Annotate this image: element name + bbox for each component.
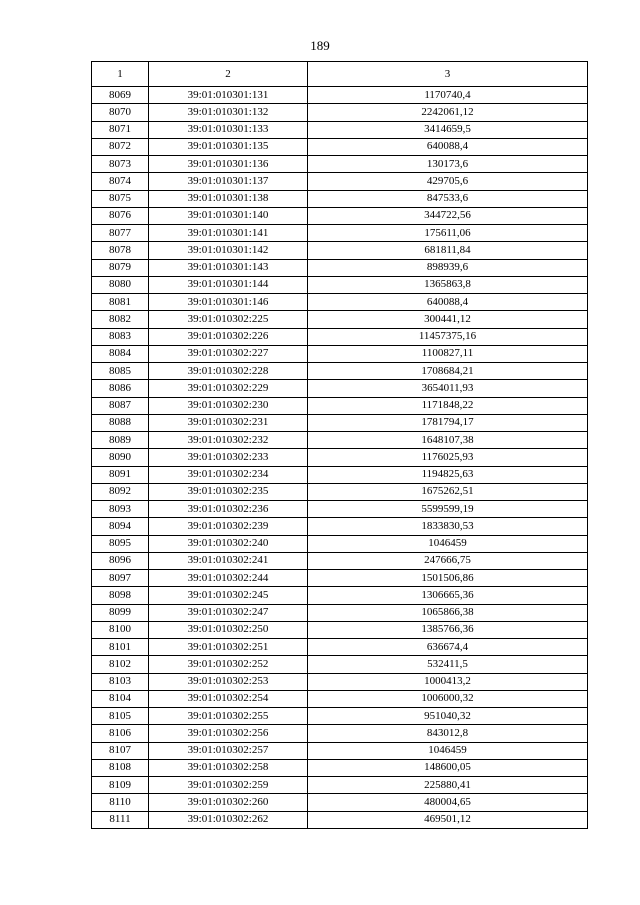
cadastral-number-cell: 39:01:010301:132 [149, 104, 308, 121]
row-number-cell: 8089 [92, 432, 149, 449]
row-number-cell: 8072 [92, 138, 149, 155]
cadastral-number-cell: 39:01:010302:225 [149, 311, 308, 328]
row-number-cell: 8097 [92, 570, 149, 587]
row-number-cell: 8088 [92, 414, 149, 431]
row-number-cell: 8096 [92, 552, 149, 569]
row-number-cell: 8086 [92, 380, 149, 397]
row-number-cell: 8092 [92, 483, 149, 500]
table-row [92, 276, 588, 293]
table-row [92, 501, 588, 518]
value-cell: 1833830,53 [308, 518, 588, 535]
table-row [92, 173, 588, 190]
table-header [92, 62, 588, 87]
value-cell: 225880,41 [308, 777, 588, 794]
cadastral-number-cell: 39:01:010301:133 [149, 121, 308, 138]
value-cell: 1194825,63 [308, 466, 588, 483]
row-number-cell: 8073 [92, 156, 149, 173]
cadastral-number-cell: 39:01:010302:234 [149, 466, 308, 483]
table-row [92, 759, 588, 776]
value-cell: 636674,4 [308, 639, 588, 656]
value-cell: 951040,32 [308, 708, 588, 725]
value-cell: 1006000,32 [308, 690, 588, 707]
table-row [92, 104, 588, 121]
cadastral-number-cell: 39:01:010302:229 [149, 380, 308, 397]
value-cell: 1365863,8 [308, 276, 588, 293]
row-number-cell: 8077 [92, 225, 149, 242]
cadastral-number-cell: 39:01:010302:250 [149, 621, 308, 638]
row-number-cell: 8078 [92, 242, 149, 259]
row-number-cell: 8071 [92, 121, 149, 138]
value-cell: 1171848,22 [308, 397, 588, 414]
table-row [92, 656, 588, 673]
value-cell: 640088,4 [308, 138, 588, 155]
table-row [92, 225, 588, 242]
table-row [92, 190, 588, 207]
row-number-cell: 8103 [92, 673, 149, 690]
table-row [92, 242, 588, 259]
cadastral-number-cell: 39:01:010302:259 [149, 777, 308, 794]
cadastral-number-cell: 39:01:010302:239 [149, 518, 308, 535]
cadastral-number-cell: 39:01:010302:251 [149, 639, 308, 656]
cadastral-number-cell: 39:01:010302:226 [149, 328, 308, 345]
row-number-cell: 8105 [92, 708, 149, 725]
value-cell: 1781794,17 [308, 414, 588, 431]
row-number-cell: 8109 [92, 777, 149, 794]
table-row [92, 552, 588, 569]
table-row [92, 156, 588, 173]
page-number: 189 [310, 38, 330, 53]
header-cell-3: 3 [308, 62, 588, 87]
value-cell: 847533,6 [308, 190, 588, 207]
table-row [92, 673, 588, 690]
row-number-cell: 8110 [92, 794, 149, 811]
table-row [92, 311, 588, 328]
row-number-cell: 8093 [92, 501, 149, 518]
row-number-cell: 8100 [92, 621, 149, 638]
table-row [92, 380, 588, 397]
cadastral-number-cell: 39:01:010302:236 [149, 501, 308, 518]
value-cell: 148600,05 [308, 759, 588, 776]
data-table [91, 61, 588, 829]
table-row [92, 294, 588, 311]
row-number-cell: 8102 [92, 656, 149, 673]
table-row [92, 777, 588, 794]
cadastral-number-cell: 39:01:010301:143 [149, 259, 308, 276]
table-row [92, 811, 588, 828]
table-row [92, 449, 588, 466]
table-row [92, 121, 588, 138]
cadastral-number-cell: 39:01:010302:254 [149, 690, 308, 707]
cadastral-number-cell: 39:01:010301:142 [149, 242, 308, 259]
cadastral-number-cell: 39:01:010301:135 [149, 138, 308, 155]
value-cell: 3414659,5 [308, 121, 588, 138]
table-row [92, 345, 588, 362]
table-row [92, 414, 588, 431]
header-row [92, 62, 588, 87]
value-cell: 1000413,2 [308, 673, 588, 690]
row-number-cell: 8075 [92, 190, 149, 207]
table-row [92, 328, 588, 345]
row-number-cell: 8095 [92, 535, 149, 552]
cadastral-number-cell: 39:01:010302:245 [149, 587, 308, 604]
table-row [92, 639, 588, 656]
value-cell: 300441,12 [308, 311, 588, 328]
table-row [92, 397, 588, 414]
value-cell: 1385766,36 [308, 621, 588, 638]
header-cell-1: 1 [92, 62, 149, 87]
table-row [92, 483, 588, 500]
value-cell: 1100827,11 [308, 345, 588, 362]
cadastral-number-cell: 39:01:010302:240 [149, 535, 308, 552]
value-cell: 1170740,4 [308, 87, 588, 104]
value-cell: 1501506,86 [308, 570, 588, 587]
row-number-cell: 8083 [92, 328, 149, 345]
row-number-cell: 8074 [92, 173, 149, 190]
cadastral-number-cell: 39:01:010302:233 [149, 449, 308, 466]
value-cell: 1046459 [308, 535, 588, 552]
table-body [92, 87, 588, 829]
cadastral-number-cell: 39:01:010302:257 [149, 742, 308, 759]
row-number-cell: 8094 [92, 518, 149, 535]
cadastral-number-cell: 39:01:010302:252 [149, 656, 308, 673]
value-cell: 247666,75 [308, 552, 588, 569]
cadastral-number-cell: 39:01:010302:258 [149, 759, 308, 776]
row-number-cell: 8101 [92, 639, 149, 656]
cadastral-number-cell: 39:01:010302:260 [149, 794, 308, 811]
cadastral-number-cell: 39:01:010301:144 [149, 276, 308, 293]
value-cell: 344722,56 [308, 207, 588, 224]
row-number-cell: 8091 [92, 466, 149, 483]
table-row [92, 621, 588, 638]
row-number-cell: 8080 [92, 276, 149, 293]
value-cell: 1046459 [308, 742, 588, 759]
value-cell: 11457375,16 [308, 328, 588, 345]
cadastral-number-cell: 39:01:010301:137 [149, 173, 308, 190]
row-number-cell: 8082 [92, 311, 149, 328]
value-cell: 1675262,51 [308, 483, 588, 500]
cadastral-number-cell: 39:01:010302:256 [149, 725, 308, 742]
row-number-cell: 8099 [92, 604, 149, 621]
row-number-cell: 8084 [92, 345, 149, 362]
table-row [92, 259, 588, 276]
value-cell: 480004,65 [308, 794, 588, 811]
cadastral-number-cell: 39:01:010302:230 [149, 397, 308, 414]
cadastral-number-cell: 39:01:010302:228 [149, 363, 308, 380]
value-cell: 898939,6 [308, 259, 588, 276]
row-number-cell: 8098 [92, 587, 149, 604]
row-number-cell: 8087 [92, 397, 149, 414]
table-row [92, 794, 588, 811]
value-cell: 130173,6 [308, 156, 588, 173]
header-cell-2: 2 [149, 62, 308, 87]
cadastral-number-cell: 39:01:010301:131 [149, 87, 308, 104]
row-number-cell: 8090 [92, 449, 149, 466]
row-number-cell: 8107 [92, 742, 149, 759]
row-number-cell: 8111 [92, 811, 149, 828]
cadastral-number-cell: 39:01:010302:255 [149, 708, 308, 725]
value-cell: 5599599,19 [308, 501, 588, 518]
table-row [92, 432, 588, 449]
table-row [92, 604, 588, 621]
table-row [92, 742, 588, 759]
value-cell: 1648107,38 [308, 432, 588, 449]
cadastral-number-cell: 39:01:010302:253 [149, 673, 308, 690]
table-row [92, 138, 588, 155]
row-number-cell: 8108 [92, 759, 149, 776]
value-cell: 681811,84 [308, 242, 588, 259]
value-cell: 1065866,38 [308, 604, 588, 621]
value-cell: 175611,06 [308, 225, 588, 242]
table-row [92, 708, 588, 725]
row-number-cell: 8079 [92, 259, 149, 276]
value-cell: 1708684,21 [308, 363, 588, 380]
value-cell: 469501,12 [308, 811, 588, 828]
table-row [92, 725, 588, 742]
table-row [92, 363, 588, 380]
table-row [92, 570, 588, 587]
row-number-cell: 8069 [92, 87, 149, 104]
cadastral-number-cell: 39:01:010302:262 [149, 811, 308, 828]
row-number-cell: 8104 [92, 690, 149, 707]
table-row [92, 87, 588, 104]
value-cell: 1306665,36 [308, 587, 588, 604]
cadastral-number-cell: 39:01:010302:244 [149, 570, 308, 587]
cadastral-number-cell: 39:01:010301:141 [149, 225, 308, 242]
row-number-cell: 8070 [92, 104, 149, 121]
value-cell: 1176025,93 [308, 449, 588, 466]
table-row [92, 518, 588, 535]
cadastral-number-cell: 39:01:010302:247 [149, 604, 308, 621]
cadastral-number-cell: 39:01:010301:136 [149, 156, 308, 173]
cadastral-number-cell: 39:01:010302:232 [149, 432, 308, 449]
value-cell: 429705,6 [308, 173, 588, 190]
cadastral-number-cell: 39:01:010301:138 [149, 190, 308, 207]
value-cell: 3654011,93 [308, 380, 588, 397]
table-row [92, 587, 588, 604]
cadastral-number-cell: 39:01:010302:241 [149, 552, 308, 569]
value-cell: 843012,8 [308, 725, 588, 742]
cadastral-number-cell: 39:01:010302:227 [149, 345, 308, 362]
table-row [92, 535, 588, 552]
row-number-cell: 8085 [92, 363, 149, 380]
value-cell: 640088,4 [308, 294, 588, 311]
cadastral-number-cell: 39:01:010301:140 [149, 207, 308, 224]
table-row [92, 207, 588, 224]
row-number-cell: 8081 [92, 294, 149, 311]
cadastral-number-cell: 39:01:010302:235 [149, 483, 308, 500]
row-number-cell: 8076 [92, 207, 149, 224]
value-cell: 532411,5 [308, 656, 588, 673]
table-row [92, 690, 588, 707]
cadastral-number-cell: 39:01:010302:231 [149, 414, 308, 431]
row-number-cell: 8106 [92, 725, 149, 742]
table-row [92, 466, 588, 483]
value-cell: 2242061,12 [308, 104, 588, 121]
cadastral-number-cell: 39:01:010301:146 [149, 294, 308, 311]
